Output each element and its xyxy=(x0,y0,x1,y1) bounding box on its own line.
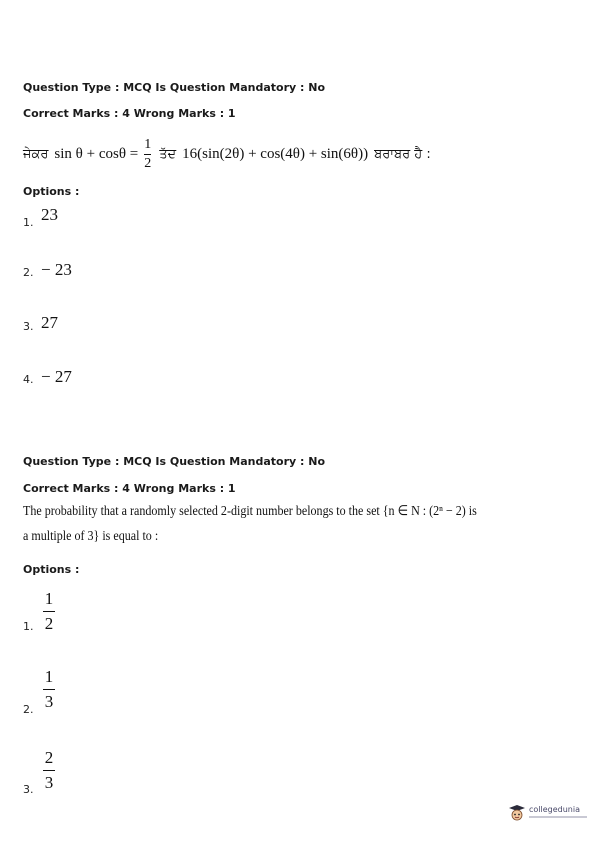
question-fraction xyxy=(144,138,151,171)
option-number: 3. xyxy=(23,783,34,796)
fraction-denominator: 3 xyxy=(44,773,54,792)
question-type-line: Question Type : MCQ Is Question Mandatory : No xyxy=(23,455,326,468)
question-text-line-1: The probability that a randomly selected 2-digit number belongs to the set {n ∈ N : (2ⁿ − 2) is xyxy=(23,504,477,519)
fraction-denominator: 3 xyxy=(44,692,54,711)
fraction-numerator: 1 xyxy=(144,136,152,152)
option-number: 3. xyxy=(23,320,34,333)
fraction-bar xyxy=(43,770,55,771)
question-prefix: ਜੇਕਰ xyxy=(23,146,49,162)
question-condition: sin θ + cosθ = xyxy=(54,145,139,162)
collegedunia-logo[interactable] xyxy=(508,802,588,824)
option-value: 27 xyxy=(41,313,58,332)
option-number: 2. xyxy=(23,266,34,279)
fraction-denominator: 2 xyxy=(44,614,54,633)
question-mid: ਤੱਦ xyxy=(159,146,177,162)
question-type-line: Question Type : MCQ Is Question Mandatory : No xyxy=(23,81,326,94)
option-fraction xyxy=(40,749,58,791)
question-expression: 16(sin(2θ) + cos(4θ) + sin(6θ)) xyxy=(182,145,369,162)
collegedunia-mascot-icon xyxy=(508,804,526,822)
option-number: 2. xyxy=(23,703,34,716)
option-number: 1. xyxy=(23,216,34,229)
fraction-denominator: 2 xyxy=(144,155,152,171)
fraction-numerator: 2 xyxy=(44,748,54,767)
question-suffix: ਬਰਾਬਰ ਹੈ : xyxy=(374,146,431,162)
option-number: 4. xyxy=(23,373,34,386)
logo-text: collegedunia xyxy=(529,805,581,814)
option-value: − 27 xyxy=(41,367,72,386)
marks-line: Correct Marks : 4 Wrong Marks : 1 xyxy=(23,107,236,120)
fraction-bar xyxy=(43,611,55,612)
option-number: 1. xyxy=(23,620,34,633)
question-text xyxy=(23,132,431,176)
option-fraction xyxy=(40,590,58,632)
fraction-numerator: 1 xyxy=(44,667,54,686)
options-label: Options : xyxy=(23,185,80,198)
marks-line: Correct Marks : 4 Wrong Marks : 1 xyxy=(23,482,236,495)
option-fraction xyxy=(40,668,58,710)
fraction-numerator: 1 xyxy=(44,589,54,608)
fraction-bar xyxy=(43,689,55,690)
option-value: − 23 xyxy=(41,260,72,279)
logo-tagline-bar xyxy=(529,816,587,818)
question-text-line-2: a multiple of 3} is equal to : xyxy=(23,529,159,544)
option-value: 23 xyxy=(41,205,58,224)
options-label: Options : xyxy=(23,563,80,576)
fraction-bar xyxy=(144,154,151,155)
